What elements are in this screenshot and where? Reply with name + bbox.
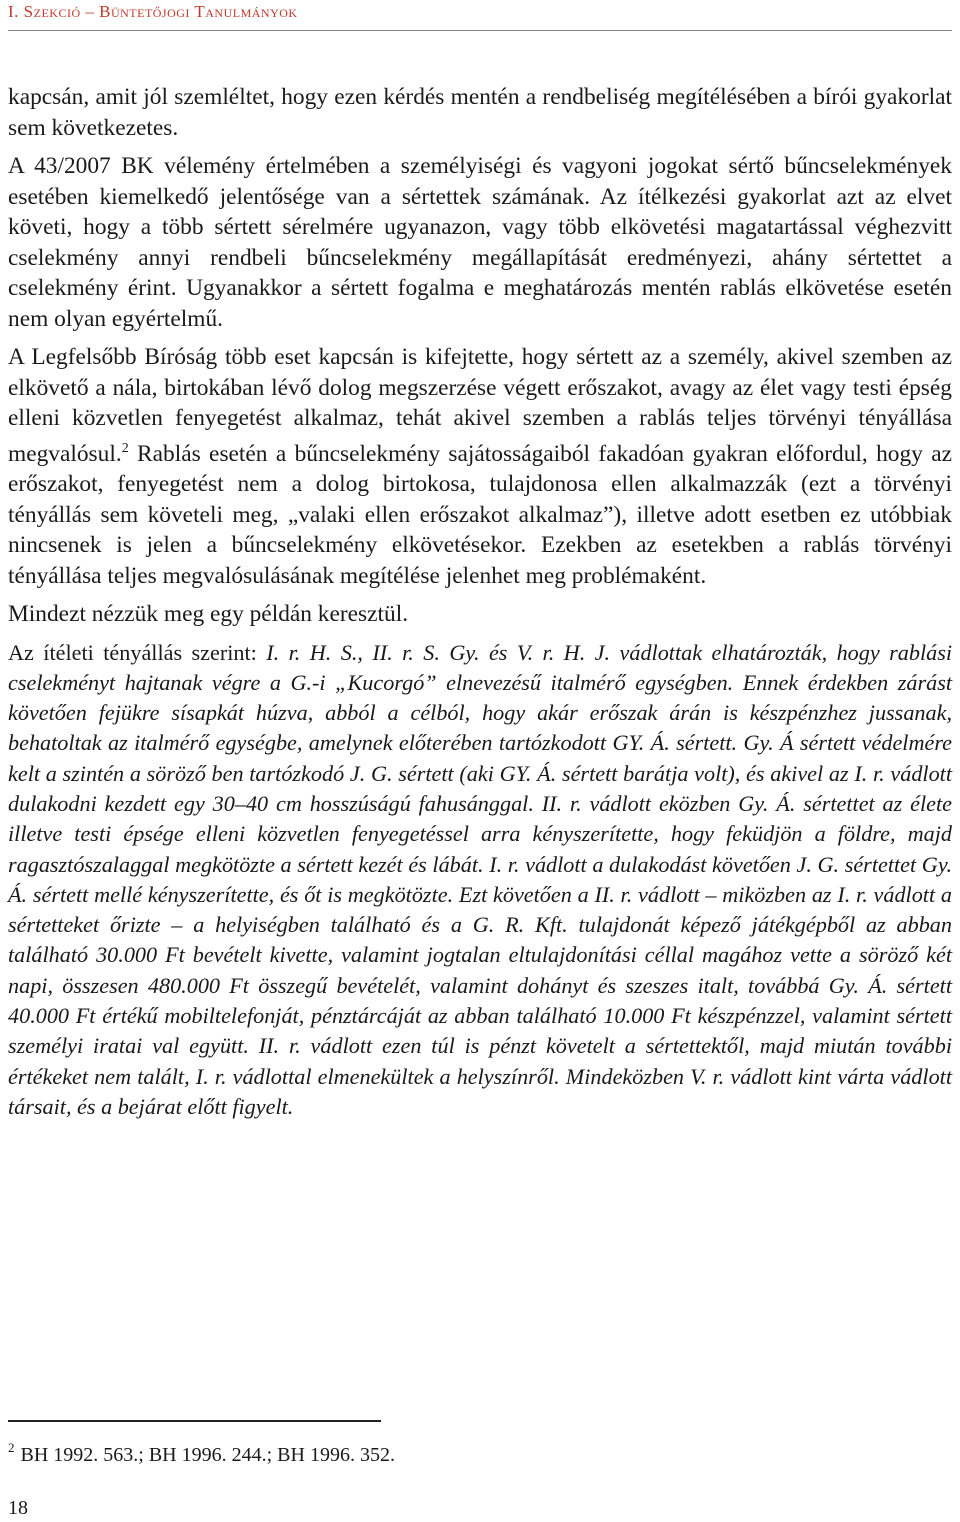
quote-text: I. r. H. S., II. r. S. Gy. és V. r. H. J. vádlottak elhatározták, hogy rablási cselekményt hajtanak végre a G.-i „Kucorgó” elnevezésű italmérő egységben. Ennek érdekben zárást követően fejükre sísapkát húzva, abból a célból, hogy akár erőszak árán is készpénzhez jussanak, behatoltak az italmérő egységbe, amelynek előterében tartózkodott GY. Á. sértett. Gy. Á sértett védelmére kelt a szintén a söröző ben tartózkodó J. G. sértett (aki GY. Á. sértett barátja volt), és akivel az I. r. vádlott dulakodni kezdett egy 30–40 cm hosszúságú fahusánggal. II. r. vádlott eközben Gy. Á. sértettet az élete illetve testi épsége elleni közvetlen fenyegetéssel arra kényszerítette, hogy feküdjön a földre, majd ragasztószalaggal megkötözte a sértett kezét és lábát. I. r. vádlott a dulakodást követően J. G. sértettet Gy. Á. sértett mellé kényszerítette, és őt is megkötözte. Ezt követően a II. r. vádlott – miközben az I. r. vádlott a sértetteket őrizte – a helyiségben található és a G. R. Kft. tulajdonát képező játékgépből az abban található 30.000 Ft bevételt kivette, valamint jogtalan eltulajdonítási céllal magához vette a söröző két napi, összesen 480.000 Ft összegű bevételét, valamint dohányt és szeszes italt, továbbá Gy. Á. sértett 40.000 Ft értékű mobiltelefonját, pénztárcáját az abban található 10.000 Ft készpénzzel, valamint sértett személyi iratai val együtt. II. r. vádlott ezen túl is pénzt követelt a sértettektől, majd miután további értékeket nem talált, I. r. vádlottal elmenekültek a helyszínről. Mindeközben V. r. vádlott kint várta vádlott társait, és a bejárat előtt figyelt.: [8, 639, 952, 1119]
page-number: 18: [8, 1497, 28, 1519]
paragraph: Mindezt nézzük meg egy példán keresztül.: [8, 601, 409, 627]
running-header: I. Szekció – Büntetőjogi Tanulmányok: [8, 2, 298, 21]
footnote-divider: [8, 1420, 381, 1422]
header-divider: [8, 30, 952, 31]
footnote: [8, 1440, 395, 1467]
block-quote: [8, 638, 952, 1123]
paragraph: [8, 342, 952, 591]
quote-lead: Az ítéleti tényállás szerint:: [8, 639, 267, 665]
paragraph: kapcsán, amit jól szemléltet, hogy ezen kérdés mentén a rendbeliség megítélésében a bírói gyakorlat sem következetes.: [8, 84, 952, 141]
footnote-text: BH 1992. 563.; BH 1996. 244.; BH 1996. 352.: [20, 1444, 395, 1466]
footnote-reference: 2: [121, 440, 129, 456]
paragraph-text: Rablás esetén a bűncselekmény sajátosságaiból fakadóan gyakran előfordul, hogy az erőszakot, fenyegetést nem a dolog birtokosa, tulajdonosa ellen alkalmazzák (ezt a törvényi tényállás sem követeli meg, „valaki ellen erőszakot alkalmaz”), illetve adott esetben ez utóbbiak nincsenek is jelen a bűncselekmény elkövetésekor. Ezekben az esetekben a rablás törvényi tényállása teljes megvalósulásának megítélése jelenhet meg problémaként.: [8, 440, 952, 589]
main-text: [8, 82, 952, 1130]
paragraph-text: A Legfelsőbb Bíróság több eset kapcsán is kifejtette, hogy sértett az a személy, akivel szemben az elkövető a nála, birtokában lévő dolog megszerzése végett erőszakot, avagy az élet vagy testi épség elleni közvetlen fenyegetést alkalmaz, tehát akivel szemben a rablás teljes törvényi tényállása megvalósul.: [8, 344, 952, 467]
footnote-number: 2: [8, 1440, 15, 1455]
paragraph: A 43/2007 BK vélemény értelmében a személyiségi és vagyoni jogokat sértő bűncselekmények esetében kiemelkedő jelentősége van a sértettek számának. Az ítélkezési gyakorlat azt az elvet követi, hogy a több sértett sérelmére ugyanazon, vagy több elkövetési magatartással véghezvitt cselekmény annyi rendbeli bűncselekmény megállapítását eredményezi, ahány sértettet a cselekmény érint. Ugyanakkor a sértett fogalma e meghatározás mentén rablás elkövetése esetén nem olyan egyértelmű.: [8, 153, 952, 332]
